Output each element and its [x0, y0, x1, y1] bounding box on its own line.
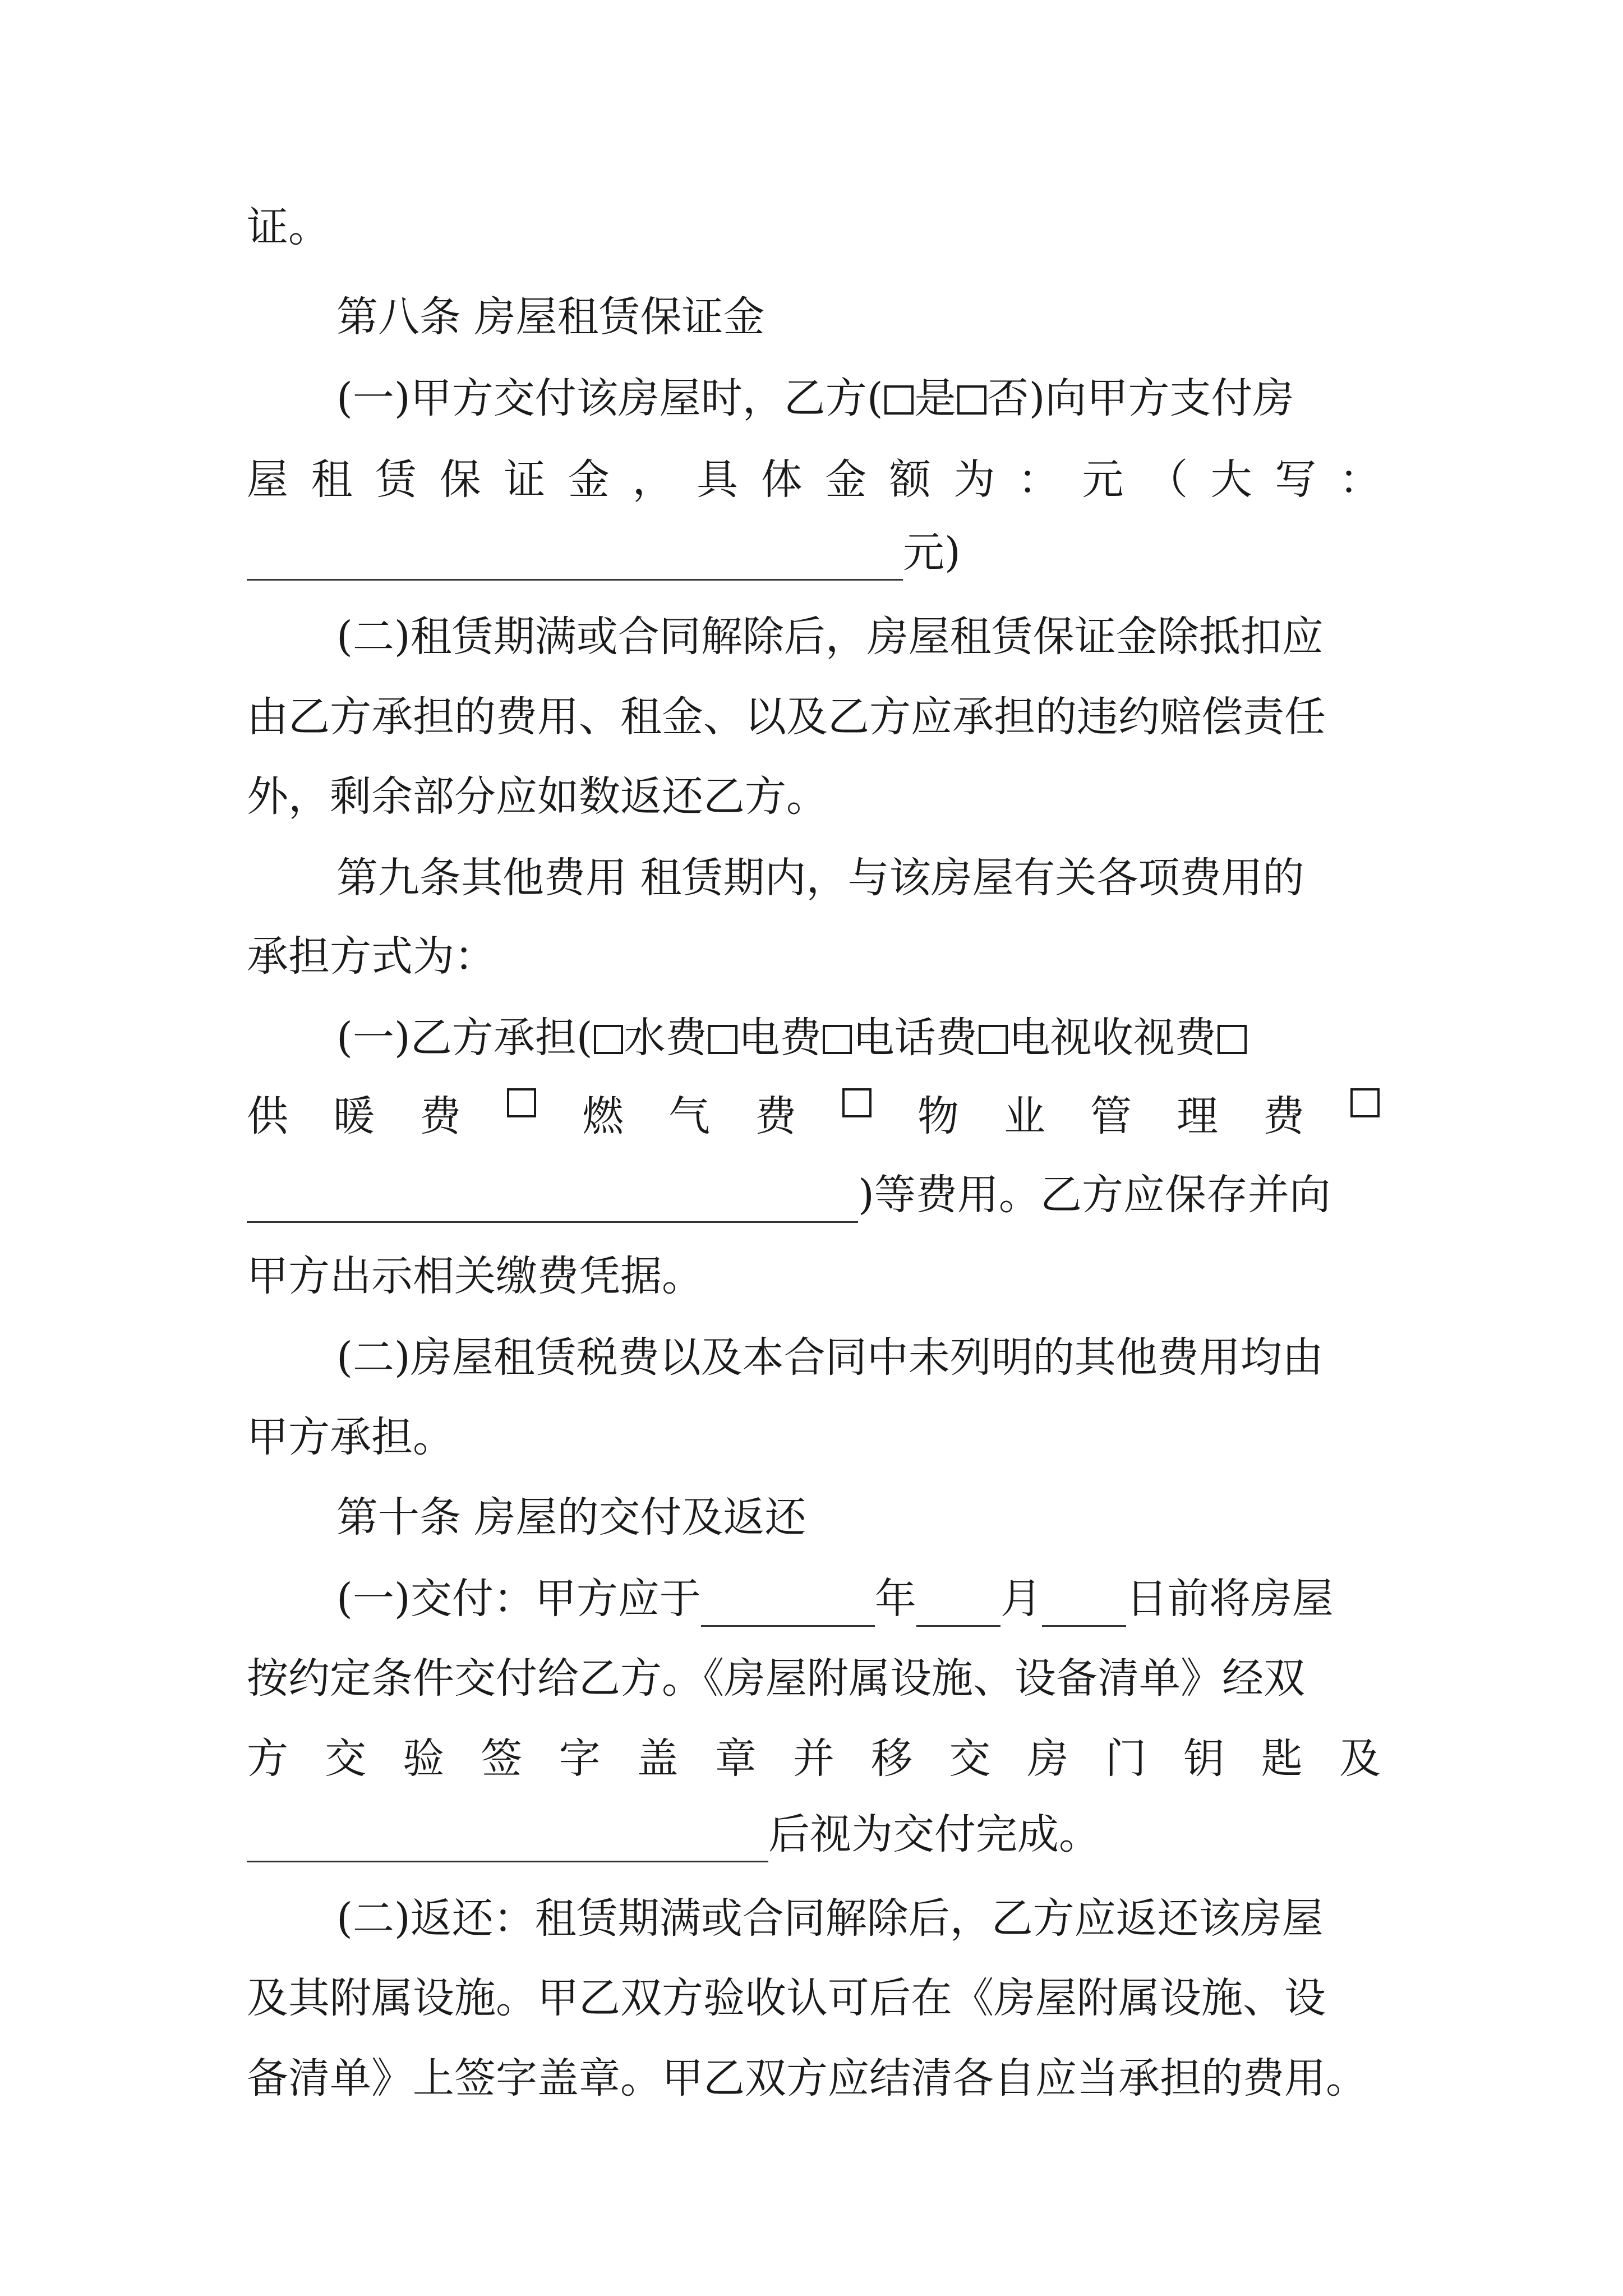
text-line: 按约定条件交付给乙方。《房屋附属设施、设备清单》经双: [247, 1654, 1305, 1703]
checkbox-empty-icon: [1218, 1025, 1247, 1054]
char: 为: [953, 455, 995, 504]
article-10-heading: 第十条 房屋的交付及返还: [336, 1493, 806, 1542]
text-segment: 电话费: [852, 1014, 978, 1062]
fill-in-blank: [916, 1586, 1000, 1627]
char: 交: [325, 1734, 367, 1783]
char: 体: [760, 455, 803, 504]
text-segment: (一)乙方承担(: [336, 1014, 593, 1062]
char: 匙: [1261, 1734, 1303, 1783]
text-segment: 月: [1000, 1575, 1042, 1623]
text-line: 备清单》上签字盖章。甲乙双方应结清各自应当承担的费用。: [247, 2054, 1367, 2102]
checkbox-empty-icon: [507, 1088, 536, 1117]
text-line-justified: [247, 452, 1381, 508]
fill-in-blank: [247, 1821, 768, 1862]
char: ：: [1339, 455, 1381, 504]
char: 钥: [1183, 1734, 1225, 1783]
text-line-justified: [247, 1088, 1381, 1144]
text-line: 外，剩余部分应如数返还乙方。: [247, 772, 828, 821]
char: 方: [247, 1734, 288, 1783]
text-line: (二)房屋租赁税费以及本合同中未列明的其他费用均由: [336, 1333, 1324, 1382]
char: 移: [871, 1734, 913, 1783]
text-segment: (一)甲方交付该房屋时，乙方(: [336, 374, 883, 422]
char: 理: [1177, 1092, 1218, 1140]
text-line: 甲方出示相关缴费凭据。: [247, 1252, 703, 1300]
char: 屋: [247, 455, 288, 504]
char: 签: [481, 1734, 523, 1783]
fill-in-blank: [1042, 1586, 1126, 1627]
char: ：: [1017, 455, 1059, 504]
char: 金: [568, 455, 610, 504]
text-line-justified: [247, 1731, 1381, 1787]
article-9-heading: 第九条其他费用 租赁期内，与该房屋有关各项费用的: [336, 854, 1304, 902]
article-8-heading: 第八条 房屋租赁保证金: [336, 293, 765, 341]
text-line: [336, 1571, 1381, 1627]
text-line: 由乙方承担的费用、租金、以及乙方应承担的违约赔偿责任: [247, 693, 1326, 741]
checkbox-empty-icon: [979, 1025, 1008, 1054]
text-segment: 后视为交付完成。: [768, 1810, 1100, 1858]
char: 管: [1090, 1092, 1132, 1140]
char: 及: [1339, 1734, 1381, 1783]
checkbox-empty-icon: [1350, 1088, 1380, 1117]
text-line: 甲方承担。: [247, 1413, 454, 1461]
text-segment: 电费: [738, 1014, 822, 1062]
text-line: [336, 370, 1381, 426]
char: 燃: [582, 1092, 624, 1140]
char: 门: [1105, 1734, 1147, 1783]
text-line: [247, 1806, 1381, 1862]
char: 房: [1027, 1734, 1069, 1783]
text-segment: 年: [874, 1575, 916, 1623]
char: 额: [889, 455, 931, 504]
checkbox-empty-icon: [594, 1025, 623, 1054]
text-segment: 否)向甲方支付房: [987, 374, 1294, 422]
checkbox-empty-icon: [884, 385, 914, 415]
char: 交: [949, 1734, 991, 1783]
text-segment: (一)交付：甲方应于: [336, 1575, 701, 1623]
checkbox-empty-icon: [823, 1025, 852, 1054]
char: 写: [1275, 455, 1317, 504]
text-segment: 是: [914, 374, 956, 422]
char: ，: [632, 455, 674, 504]
char: 气: [668, 1092, 710, 1140]
text-line: 证。: [247, 203, 330, 251]
char: 字: [559, 1734, 601, 1783]
text-line: [247, 1167, 1381, 1223]
text-segment: 水费: [624, 1014, 707, 1062]
char: 证: [504, 455, 546, 504]
text-line: [336, 1010, 1381, 1066]
char: 章: [714, 1734, 757, 1783]
char: 费: [1263, 1092, 1304, 1140]
checkbox-empty-icon: [842, 1088, 872, 1117]
char: 并: [792, 1734, 834, 1783]
fill-in-blank: [247, 540, 903, 581]
char: 验: [403, 1734, 445, 1783]
char: 租: [311, 455, 353, 504]
checkbox-empty-icon: [708, 1025, 737, 1054]
char: 费: [755, 1092, 796, 1140]
char: 大: [1210, 455, 1252, 504]
char: 供: [247, 1092, 288, 1140]
char: 盖: [637, 1734, 679, 1783]
char: 赁: [375, 455, 417, 504]
text-line: 及其附属设施。甲乙双方验收认可后在《房屋附属设施、设: [247, 1974, 1326, 2022]
char: 物: [917, 1092, 959, 1140]
text-segment: )等费用。乙方应保存并向: [858, 1171, 1331, 1219]
char: 金: [825, 455, 867, 504]
char: 保: [439, 455, 481, 504]
char: （: [1146, 455, 1188, 504]
char: 具: [697, 455, 739, 504]
char: 业: [1004, 1092, 1045, 1140]
char: 元: [1082, 455, 1124, 504]
text-segment: 日前将房屋: [1126, 1575, 1334, 1623]
text-segment: 电视收视费: [1008, 1014, 1216, 1062]
checkbox-empty-icon: [957, 385, 986, 415]
text-line: 承担方式为：: [247, 932, 496, 981]
text-line: (二)返还：租赁期满或合同解除后，乙方应返还该房屋: [336, 1894, 1324, 1943]
fill-in-blank: [701, 1586, 875, 1627]
text-segment: 元): [903, 528, 961, 577]
char: 费: [419, 1092, 461, 1140]
char: 暖: [333, 1092, 375, 1140]
text-line: [247, 524, 1381, 581]
text-line: (二)租赁期满或合同解除后，房屋租赁保证金除抵扣应: [336, 613, 1324, 661]
fill-in-blank: [247, 1182, 858, 1223]
